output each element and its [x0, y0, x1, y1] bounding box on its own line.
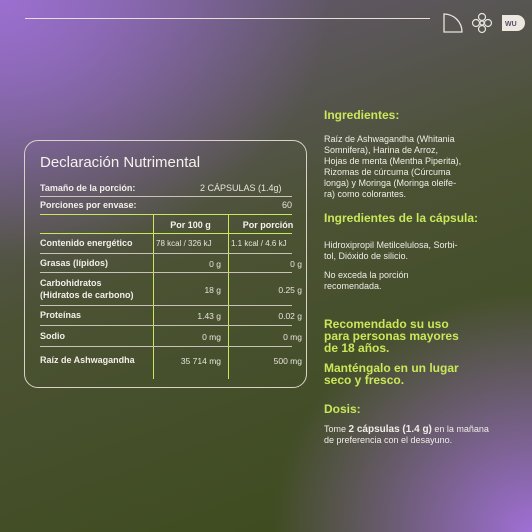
ingredients-heading: Ingredientes: — [324, 108, 400, 122]
top-divider — [25, 18, 430, 19]
row-value-portion: 0 mg — [283, 332, 302, 342]
serving-size-row — [40, 183, 292, 193]
row-value-portion: 0 g — [290, 259, 302, 269]
divider — [40, 325, 292, 326]
notice-line: seco y fresco. — [324, 373, 405, 387]
quarter-circle-icon — [442, 12, 464, 34]
storage-notice — [324, 362, 524, 386]
servings-label: Porciones por envase: — [40, 200, 137, 210]
divider — [40, 272, 292, 273]
row-label: Sodio — [40, 331, 65, 341]
serving-size-label: Tamaño de la porción: — [40, 183, 136, 193]
notice-line: para personas mayores — [324, 329, 459, 343]
warning-line: recomendada. — [324, 281, 382, 291]
divider — [40, 346, 292, 347]
divider — [40, 214, 292, 215]
dose-prefix: Tome — [324, 424, 349, 434]
dose-amount: 2 cápsulas (1.4 g) — [348, 424, 432, 435]
col-header-100g: Por 100 g — [170, 220, 211, 230]
ingredients-text — [324, 134, 524, 200]
dose-line: de preferencia con el desayuno. — [324, 435, 453, 445]
dose-heading: Dosis: — [324, 402, 361, 416]
row-value-100g: 0 g — [209, 259, 221, 269]
servings-row — [40, 200, 292, 210]
row-value-portion: 500 mg — [273, 356, 302, 366]
nutrition-title: Declaración Nutrimental — [40, 154, 201, 171]
row-value-100g: 18 g — [204, 285, 221, 295]
row-value-100g: 1.43 g — [197, 311, 221, 321]
nutrition-facts-card — [24, 140, 307, 388]
portion-warning — [324, 270, 524, 292]
notice-line: de 18 años. — [324, 341, 390, 355]
brand-logo-text: WU — [505, 21, 517, 28]
row-label-sub: (Hidratos de carbono) — [40, 290, 134, 300]
capsule-text — [324, 240, 524, 262]
capsule-line: tol, Dióxido de silicio. — [324, 251, 409, 261]
row-label: Raíz de Ashwagandha — [40, 355, 135, 365]
flower-icon — [471, 12, 493, 34]
warning-line: No exceda la porción — [324, 270, 409, 280]
dose-line — [324, 424, 529, 435]
ingredients-line: longa) y Moringa (Moringa oleife- — [324, 178, 457, 188]
notice-line: Manténgalo en un lugar — [324, 361, 459, 375]
header-icons — [442, 12, 530, 34]
divider — [40, 196, 292, 197]
divider — [40, 253, 292, 254]
serving-size-value: 2 CÁPSULAS (1.4g) — [200, 183, 282, 193]
servings-value: 60 — [281, 200, 292, 210]
capsule-line: Hidroxipropil Metilcelulosa, Sorbi- — [324, 240, 458, 250]
row-value-100g: 0 mg — [202, 332, 221, 342]
age-recommendation — [324, 318, 524, 354]
row-label: Contenido energético — [40, 238, 133, 248]
row-label: Carbohidratos — [40, 278, 102, 288]
ingredients-line: Rizomas de cúrcuma (Cúrcuma — [324, 167, 451, 177]
ingredients-line: Somnifera), Harina de Arroz, — [324, 145, 439, 155]
ingredients-line: Hojas de menta (Mentha Piperita), — [324, 156, 462, 166]
row-label: Proteínas — [40, 310, 82, 320]
row-value-portion: 0.25 g — [278, 285, 302, 295]
row-value-portion: 1.1 kcal / 4.6 kJ — [231, 239, 287, 248]
brand-logo-icon — [500, 12, 530, 34]
dose-suffix: en la mañana — [431, 424, 489, 434]
notice-line: Recomendado su uso — [324, 317, 449, 331]
row-label: Grasas (lípidos) — [40, 258, 109, 268]
ingredients-line: ra) como colorantes. — [324, 189, 407, 199]
capsule-heading: Ingredientes de la cápsula: — [324, 211, 479, 225]
dose-text — [324, 424, 529, 446]
row-value-portion: 0.02 g — [278, 311, 302, 321]
row-value-100g: 35 714 mg — [180, 356, 221, 366]
col-header-portion: Por porción — [242, 220, 294, 230]
ingredients-line: Raíz de Ashwagandha (Whitania — [324, 134, 455, 144]
divider — [40, 305, 292, 306]
divider — [40, 233, 292, 234]
row-value-100g: 78 kcal / 326 kJ — [156, 239, 212, 248]
